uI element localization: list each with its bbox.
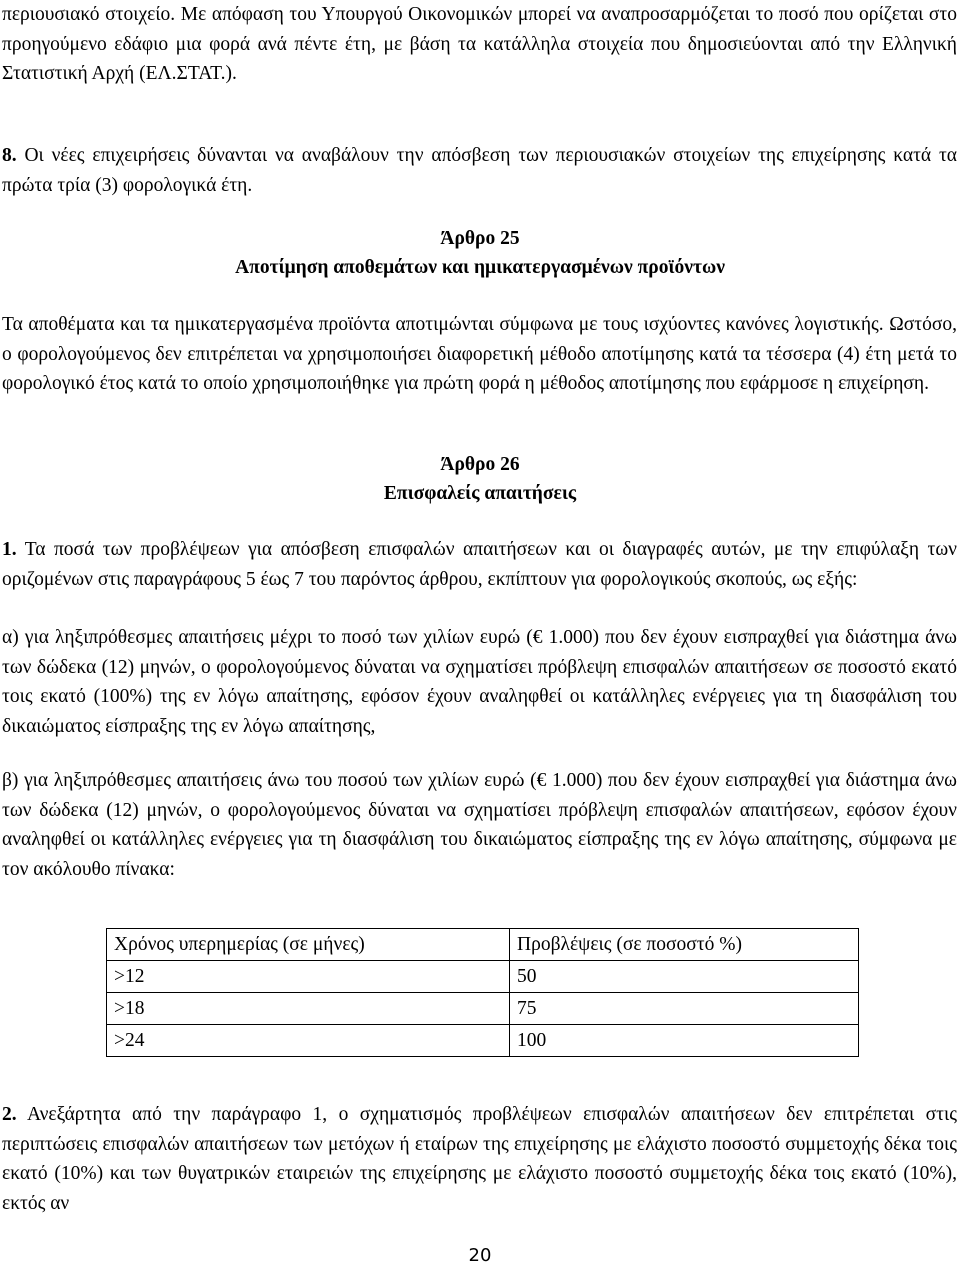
item-b: β) για ληξιπρόθεσμες απαιτήσεις άνω του ποσού των χιλίων ευρώ (€ 1.000) που δεν έχουν εισπραχθεί για διάστημα άνω των δώδεκα (12) μηνών, ο φορολογούμενος δύναται να σχηματίσει πρόβλεψη επισφαλών απαιτήσεων, εφόσον έχουν αναληφθεί οι κατάλληλες ενέργειες για τη διασφάλιση του δικαιώματος είσπραξης της εν λόγω απαίτησης, σύμφωνα με τον ακόλουθο πίνακα: <box>2 770 957 880</box>
table-cell-months: >18 <box>107 993 510 1025</box>
paragraph-continuation: περιουσιακό στοιχείο. Με απόφαση του Υπουργού Οικονομικών μπορεί να αναπροσαρμόζεται το ποσό που ορίζεται στο προηγούμενο εδάφιο μια φορά ανά πέντε έτη, με βάση τα κατάλληλα στοιχεία που δημοσιεύονται από την Ελληνική Στατιστική Αρχή (ΕΛ.ΣΤΑΤ.). <box>2 4 957 84</box>
table-cell-months: >12 <box>107 961 510 993</box>
paragraph-text: Τα ποσά των προβλέψεων για απόσβεση επισφαλών απαιτήσεων και οι διαγραφές αυτών, με την επιφύλαξη των οριζομένων στις παραγράφους 5 έως 7 του παρόντος άρθρου, εκπίπτουν για φορολογικούς σκοπούς, ως εξής: <box>2 539 957 590</box>
article-26-number: Άρθρο 26 <box>440 454 520 475</box>
table-cell-percent: 75 <box>510 993 859 1025</box>
table-cell-percent: 100 <box>510 1025 859 1057</box>
item-a: α) για ληξιπρόθεσμες απαιτήσεις μέχρι το ποσό των χιλίων ευρώ (€ 1.000) που δεν έχουν εισπραχθεί για διάστημα άνω των δώδεκα (12) μηνών, ο φορολογούμενος δύναται να σχηματίσει πρόβλεψη επισφαλών απαιτήσεων σε ποσοστό εκατό τοις εκατό (100%) της εν λόγω απαίτησης, εφόσον έχουν αναληφθεί οι κατάλληλες ενέργειες για τη διασφάλιση του δικαιώματος είσπραξης της εν λόγω απαίτησης, <box>2 627 957 737</box>
header-cell-overdue-months: Χρόνος υπερημερίας (σε μήνες) <box>107 929 510 961</box>
article-26-paragraph-1 <box>2 535 957 594</box>
paragraph-text: Ανεξάρτητα από την παράγραφο 1, ο σχηματισμός προβλέψεων επισφαλών απαιτήσεων δεν επιτρέπεται στις περιπτώσεις επισφαλών απαιτήσεων των μετόχων ή εταίρων της επιχείρησης με ελάχιστο ποσοστό συμμετοχής δέκα τοις εκατό (10%) και των θυγατρικών εταιρειών της επιχείρησης με ελάχιστο ποσοστό συμμετοχής δέκα τοις εκατό (10%), εκτός αν <box>2 1104 957 1214</box>
table-cell-months: >24 <box>107 1025 510 1057</box>
paragraph-text: Οι νέες επιχειρήσεις δύνανται να αναβάλουν την απόσβεση των περιουσιακών στοιχείων της επιχείρησης κατά τα πρώτα τρία (3) φορολογικά έτη. <box>2 145 957 196</box>
header-cell-provision-percent: Προβλέψεις (σε ποσοστό %) <box>510 929 859 961</box>
article-25-body: Τα αποθέματα και τα ημικατεργασμένα προϊόντα αποτιμώνται σύμφωνα με τους ισχύοντες κανόνες λογιστικής. Ωστόσο, ο φορολογούμενος δεν επιτρέπεται να χρησιμοποιήσει διαφορετική μέθοδο αποτίμησης κατά τα τέσσερα (4) έτη μετά το φορολογικό έτος κατά το οποίο χρησιμοποιήθηκε για πρώτη φορά η μέθοδος αποτίμησης που εφάρμοσε η επιχείρηση. <box>2 314 957 394</box>
table-row <box>107 961 859 993</box>
provisions-table <box>106 928 859 1057</box>
article-26-title: Επισφαλείς απαιτήσεις <box>383 483 577 504</box>
article-25-number: Άρθρο 25 <box>440 228 520 249</box>
table-cell-percent: 50 <box>510 961 859 993</box>
paragraph-number: 8. <box>2 145 17 166</box>
paragraph-8 <box>2 141 957 200</box>
page-number: 20 <box>468 1245 492 1266</box>
article-26-paragraph-2 <box>2 1100 957 1218</box>
paragraph-number: 1. <box>2 539 17 560</box>
article-25-title: Αποτίμηση αποθεμάτων και ημικατεργασμένων προϊόντων <box>235 257 725 278</box>
table-row <box>107 993 859 1025</box>
paragraph-number: 2. <box>2 1104 17 1125</box>
table-row <box>107 1025 859 1057</box>
table-header-row <box>107 929 859 961</box>
